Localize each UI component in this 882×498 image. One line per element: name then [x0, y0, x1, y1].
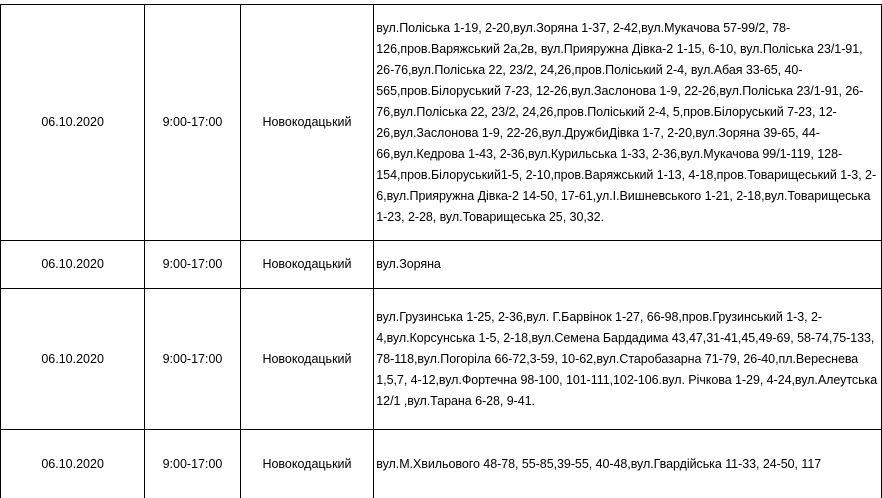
- streets-cell: вул.Грузинська 1-25, 2-36,вул. Г.Барвінок 1-27, 66-98,пров.Грузинський 1-3, 2-4,вул.Корсунська 1-5, 2-18,вул.Семена Бардадима 43,47,31-41,45,49-69, 58-74,75-133, 78-118,вул.Погоріла 66-72,3-59, 10-62,вул.Старобазарна 71-79, 26-40,пл.Вереснева 1,5,7, 4-12,вул.Фортечна 98-100, 101-111,102-106.вул. Річкова 1-29, 4-24,вул.Алеутська 12/1 ,вул.Тарана 6-28, 9-41.: [374, 289, 882, 430]
- date-cell: 06.10.2020: [1, 289, 145, 430]
- date-cell: 06.10.2020: [1, 430, 145, 498]
- date-cell: 06.10.2020: [1, 5, 145, 241]
- streets-cell: вул.Поліська 1-19, 2-20,вул.Зоряна 1-37, 2-42,вул.Мукачова 57-99/2, 78-126,пров.Варяжський 2а,2в, вул.Прияружна Дiвка-2 1-15, 6-10, вул.Поліська 23/1-91, 26-76,вул.Поліська 22, 23/2, 24,26,пров.Поліський 2-4, вул.Абая 33-65, 40-565,пров.Білоруський 7-23, 12-26,вул.Заслонова 1-9, 22-26,вул.Поліська 23/1-91, 26-76,вул.Поліська 22, 23/2, 24,26,пров.Поліський 2-4, 5,пров.Білоруський 7-23, 12-26,вул.Заслонова 1-9, 22-26,вул.ДружбиДiвка 1-7, 2-20,вул.Зоряна 39-65, 44-66,вул.Кедрова 1-43, 2-36,вул.Курильська 1-33, 2-36,вул.Мукачова 99/1-119, 128-154,пров.Білоруський1-5, 2-10,пров.Варяжський 1-13, 4-18,пров.Товарищеський 1-3, 2-6,вул.Прияружна Дiвка-2 14-50, 17-61,ул.I.Вишневського 1-21, 2-18,вул.Товарищеська 1-23, 2-28, вул.Товарищеська 25, 30,32.: [374, 5, 882, 241]
- district-cell: Новокодацький: [240, 241, 374, 289]
- table-row: [1, 289, 882, 430]
- streets-cell: вул.М.Хвильового 48-78, 55-85,39-55, 40-48,вул.Гвардійська 11-33, 24-50, 117: [374, 430, 882, 498]
- outage-schedule-table: [0, 4, 882, 498]
- district-cell: Новокодацький: [240, 5, 374, 241]
- table-row: [1, 430, 882, 498]
- time-cell: 9:00-17:00: [145, 5, 240, 241]
- table-row: [1, 241, 882, 289]
- time-cell: 9:00-17:00: [145, 289, 240, 430]
- time-cell: 9:00-17:00: [145, 430, 240, 498]
- table-row: [1, 5, 882, 241]
- table-body: [1, 5, 882, 498]
- date-cell: 06.10.2020: [1, 241, 145, 289]
- time-cell: 9:00-17:00: [145, 241, 240, 289]
- streets-cell: вул.Зоряна: [374, 241, 882, 289]
- district-cell: Новокодацький: [240, 289, 374, 430]
- district-cell: Новокодацький: [240, 430, 374, 498]
